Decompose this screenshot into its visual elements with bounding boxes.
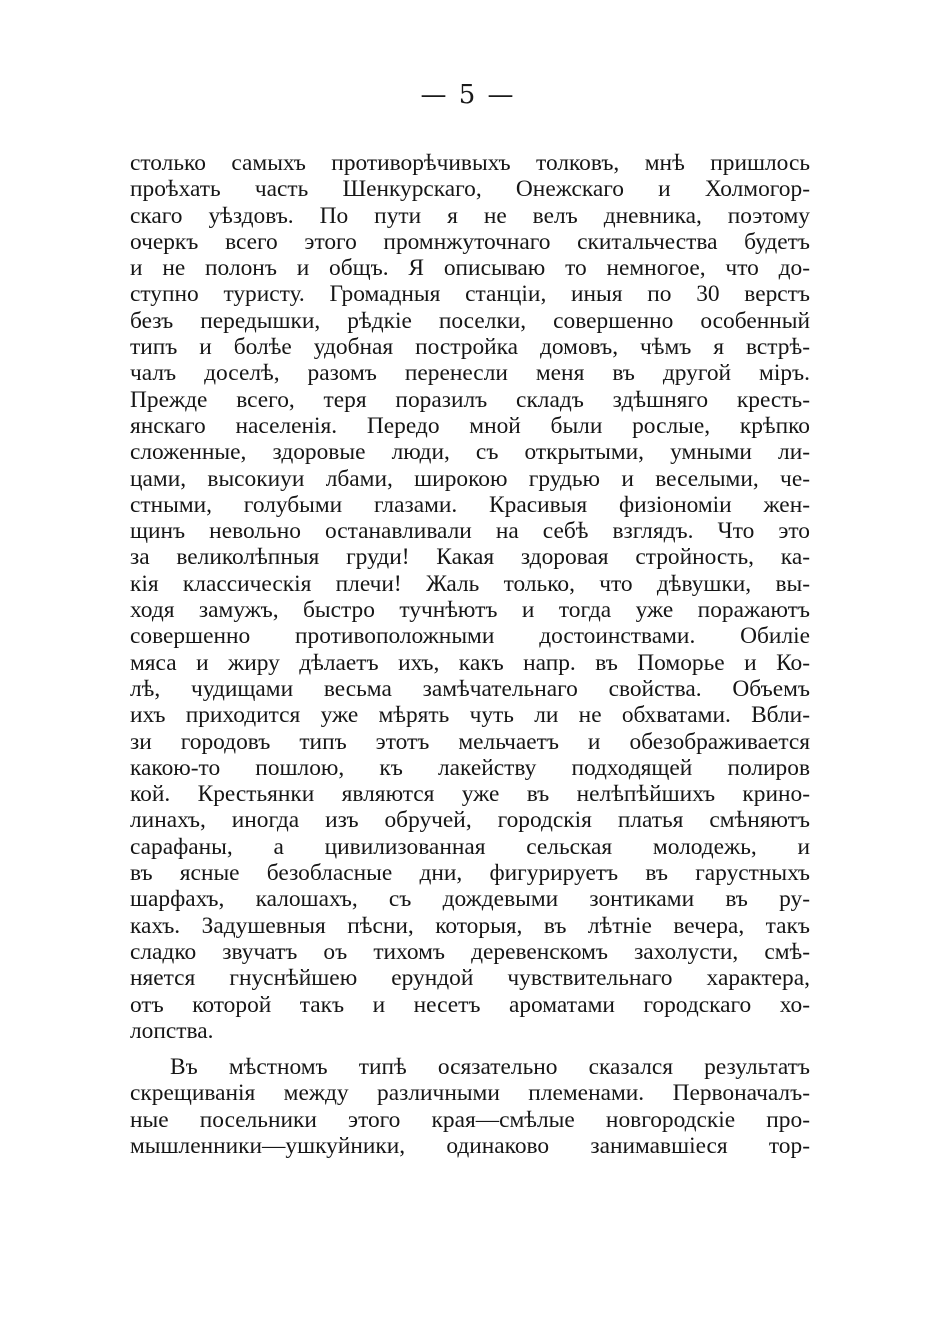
text-line: цами, высокиуи лбами, широкою грудью и веселыми, че- — [130, 465, 810, 492]
text-line: и не полонъ и общъ. Я описываю то немногое, что до- — [130, 255, 810, 282]
text-line: кія классическія плечи! Жаль только, что дѣвушки, вы- — [130, 570, 810, 597]
text-line: кой. Крестьянки являются уже въ нелѣпѣйшихъ крино- — [130, 781, 810, 808]
text-line: чалъ доселѣ, разомъ перенесли меня въ другой міръ. — [130, 360, 810, 387]
text-line: столько самыхъ противорѣчивыхъ толковъ, мнѣ пришлось — [130, 150, 810, 176]
paragraph-gap — [130, 1044, 810, 1054]
text-line: Прежде всего, теря поразилъ складъ здѣшняго кресть- — [130, 386, 810, 413]
text-line: янскаго населенія. Передо мной были рослые, крѣпко — [130, 412, 810, 439]
page-number: — 5 — — [420, 80, 516, 110]
text-line: за великолѣпныя груди! Какая здоровая стройность, ка- — [130, 544, 810, 571]
text-line: стными, голубыми глазами. Красивыя физіономіи жен- — [130, 491, 810, 518]
text-line: въ ясные безобласные дни, фигурируетъ въ гарустныхъ — [130, 860, 810, 887]
text-line: лопства. — [130, 1017, 214, 1044]
text-line: проѣхать часть Шенкурскаго, Онежскаго и Холмогор- — [130, 176, 810, 203]
text-line: Въ мѣстномъ типѣ осязательно сказался результатъ — [170, 1054, 810, 1081]
text-line: скаго уѣздовъ. По пути я не велъ дневника, поэтому — [130, 202, 810, 229]
text-line: сложенные, здоровые люди, съ открытыми, умными ли- — [130, 439, 810, 466]
text-line: сладко звучатъ оъ тихомъ деревенскомъ захолусти, смѣ- — [130, 938, 810, 965]
text-line: очеркъ всего этого промнжуточнаго скитальчества будетъ — [130, 228, 810, 255]
text-line: мышленники—ушкуйники, одинаково занимавшіеся тор- — [130, 1132, 810, 1159]
text-line: ступно туристу. Громадныя станціи, иныя по 30 верстъ — [130, 281, 810, 308]
text-line: лѣ, чудищами весьма замѣчательнаго свойства. Объемъ — [130, 675, 810, 702]
text-line: безъ передышки, рѣдкіе поселки, совершенно особенный — [130, 307, 810, 334]
text-line: скрещиванія между различными племенами. Первоначалъ- — [130, 1080, 810, 1107]
text-line: щинъ невольно останавливали на себѣ взглядъ. Что это — [130, 518, 810, 545]
text-line: линахъ, иногда изъ обручей, городскія платья смѣняютъ — [130, 807, 810, 834]
text-line: шарфахъ, калошахъ, съ дождевыми зонтиками въ ру- — [130, 886, 810, 913]
text-line: кахъ. Задушевныя пѣсни, которыя, въ лѣтніе вечера, такъ — [130, 912, 810, 939]
text-line: няется гнуснѣйшею ерундой чувствительнаго характера, — [130, 965, 810, 992]
text-line: зи городовъ типъ этотъ мельчаетъ и обезображивается — [130, 728, 810, 755]
text-line: сарафаны, а цивилизованная сельская молодежь, и — [130, 833, 810, 860]
paragraph-1 — [130, 150, 810, 1044]
paragraph-2 — [130, 1054, 810, 1159]
text-line: мяса и жиру дѣлаетъ ихъ, какъ напр. въ Поморье и Ко- — [130, 649, 810, 676]
text-line: ные посельники этого края—смѣлые новгородскіе про- — [130, 1106, 810, 1133]
body-text — [130, 150, 810, 1159]
text-line: ихъ приходится уже мѣрять чуть ли не обхватами. Вбли- — [130, 702, 810, 729]
text-line: типъ и болѣе удобная постройка домовъ, чѣмъ я встрѣ- — [130, 334, 810, 361]
text-line: отъ которой такъ и несетъ ароматами городскаго хо- — [130, 991, 810, 1018]
text-line: какою-то пошлою, къ лакейству подходящей полиров — [130, 754, 810, 781]
text-line: ходя замужъ, быстро тучнѣютъ и тогда уже поражаютъ — [130, 597, 810, 624]
text-line: совершенно противоположными достоинствами. Обиліе — [130, 623, 810, 650]
